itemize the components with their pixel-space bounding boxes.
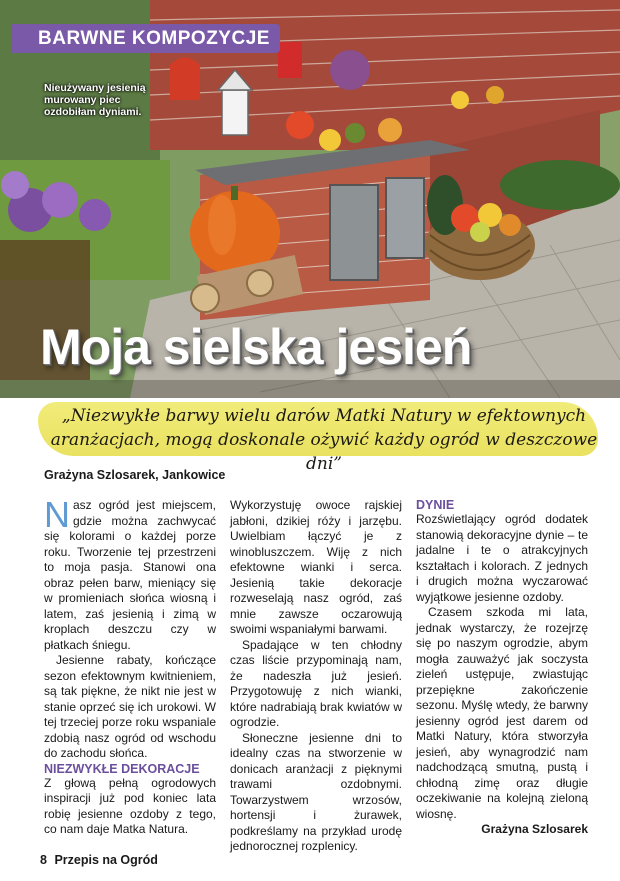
page-footer xyxy=(40,853,158,867)
article-title: Moja sielska jesień xyxy=(40,319,472,375)
subheading-decorations: NIEZWYKŁE DEKORACJE xyxy=(44,761,200,776)
section-tag: BARWNE KOMPOZYCJE xyxy=(12,24,280,53)
paragraph: Rozświetlający ogród dodatek stanowią dekoracyjne dynie – te jadalne i te o atrakcyjnych kształtach i kolorach. Z jednych i drugich można wyczarować wyjątkowe jesienne ozdoby. xyxy=(416,512,588,604)
paragraph: Z głową pełną ogrodowych inspiracji już pod koniec lata robię jesienne ozdoby z tego, co nam daje Matka Natura. xyxy=(44,775,216,836)
paragraph-text: asz ogród jest miejscem, gdzie można zachwycać się kolorami o każdej porze roku. Tworzenie tej przestrzeni to moja pasja. Stanowi ona obraz pełen barw, mieniący się w promieniach słońca wiosną i latem, zaś jesienią i zimą w kroplach deszczu czy w płatkach śniegu. xyxy=(44,498,216,652)
drop-cap: N xyxy=(44,494,70,535)
author-byline: Grażyna Szlosarek, Jankowice xyxy=(44,468,226,482)
magazine-name: Przepis na Ogród xyxy=(54,853,158,867)
text-column-3 xyxy=(416,498,588,838)
paragraph: Słoneczne jesienne dni to idealny czas na stworzenie w donicach aranżacji z pięknymi trawami ozdobnymi. Towarzystwem wrzosów, hortensji i żurawek, podkreślamy na przykład urodę jednorocznej rozplenicy. xyxy=(230,730,402,853)
paragraph: Jesienne rabaty, kończące sezon efektownym kwitnieniem, są tak piękne, że nikt nie jest w stanie oprzeć się ich urokowi. W tej trzeciej porze roku wspaniale zdobią nasz ogród od wschodu do zachodu słońca. xyxy=(44,653,216,760)
paragraph: Spadające w ten chłodny czas liście przypominają nam, że nadeszła już jesień. Przygotowuję z nich wianki, które nadrabiają brak kwiatów w ogrodzie. xyxy=(230,637,402,729)
text-column-1 xyxy=(44,494,216,838)
pull-quote: „Niezwykłe barwy wielu darów Matki Natury w efektownych aranżacjach, mogą doskonale ożywić każdy ogród w deszczowe dni” xyxy=(50,406,598,474)
paragraph xyxy=(44,494,216,653)
subheading-pumpkins: DYNIE xyxy=(416,498,455,512)
photo-caption: Nieużywany jesienią murowany piec ozdobiłam dyniami. xyxy=(44,82,146,118)
paragraph: Wykorzystuję owoce rajskiej jabłoni, dzikiej róży i jarzębu. Uwielbiam łączyć je z winobluszczem. Wiję z nich efektowne wianki i serca. Jesienią takie dekoracje rozweselają nasz ogród, zaś mnie zawsze oczarowują swoimi wspaniałymi barwami. xyxy=(230,498,402,636)
paragraph: Czasem szkoda mi lata, jednak wystarczy, że rozejrzę się po naszym ogrodzie, abym mogła zauważyć jak soczysta zieleń ustępuje, zwiastując przepiękne zakończenie sezonu. Myślę wtedy, że barwny jesienny ogród jest darem od Matki Natury, która stworzyła jesień, aby wynagrodzić nam nadchodzącą smutną, pustą i chłodną zimę oraz długie oczekiwanie na kolejną zieloną wiosnę. xyxy=(416,605,588,821)
page-number: 8 xyxy=(40,853,47,867)
author-signature: Grażyna Szlosarek xyxy=(481,822,588,836)
hero-photo xyxy=(0,0,620,398)
text-column-2 xyxy=(230,498,402,855)
